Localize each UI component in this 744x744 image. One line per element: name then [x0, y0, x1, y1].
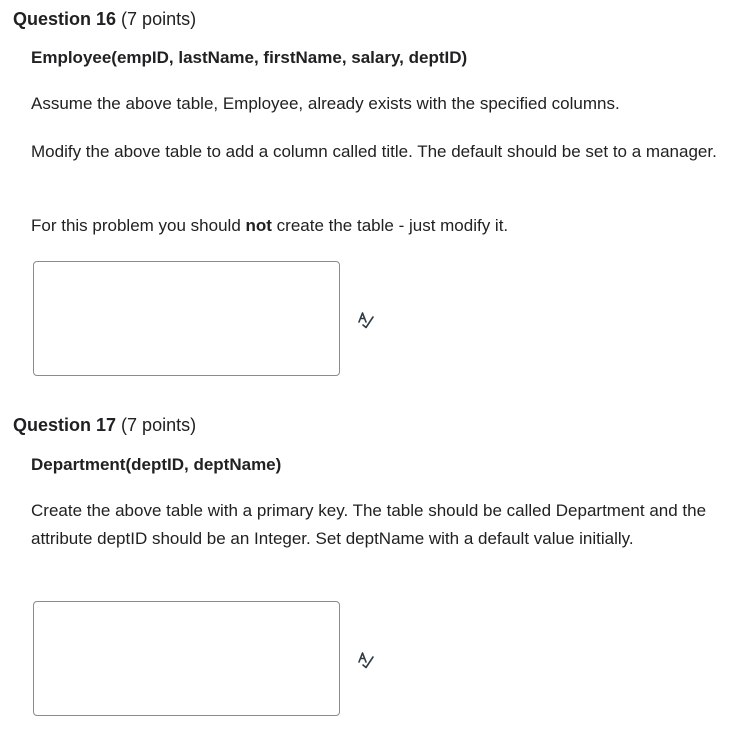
question-17-paragraph-1: Create the above table with a primary key. The table should be called Department and the attribute deptID should be an Integer. Set deptName with a default value initially.	[31, 501, 707, 548]
question-17-points: (7 points)	[121, 415, 197, 435]
question-17-answer-input[interactable]	[33, 601, 340, 716]
question-16-schema: Employee(empID, lastName, firstName, salary, deptID)	[31, 48, 468, 67]
question-16-title: Question 16	[13, 9, 117, 29]
question-16-paragraph-3-end: create the table - just modify it.	[271, 216, 509, 235]
question-16-paragraph-1: Assume the above table, Employee, already exists with the specified columns.	[31, 94, 620, 113]
spellcheck-icon[interactable]	[357, 311, 375, 329]
question-16-paragraph-2: Modify the above table to add a column called title. The default should be set to a manager.	[31, 142, 717, 161]
question-16-answer-input[interactable]	[33, 261, 340, 376]
question-17-heading	[13, 414, 196, 436]
question-16-paragraph-3-start: For this problem you should	[31, 216, 246, 235]
question-17-title: Question 17	[13, 415, 117, 435]
question-16-points: (7 points)	[121, 9, 197, 29]
question-16-paragraph-3	[31, 212, 736, 240]
spellcheck-icon[interactable]	[357, 651, 375, 669]
question-16-paragraph-3-emphasis: not	[245, 216, 272, 235]
question-17-schema: Department(deptID, deptName)	[31, 455, 282, 474]
question-16-heading	[13, 8, 196, 30]
